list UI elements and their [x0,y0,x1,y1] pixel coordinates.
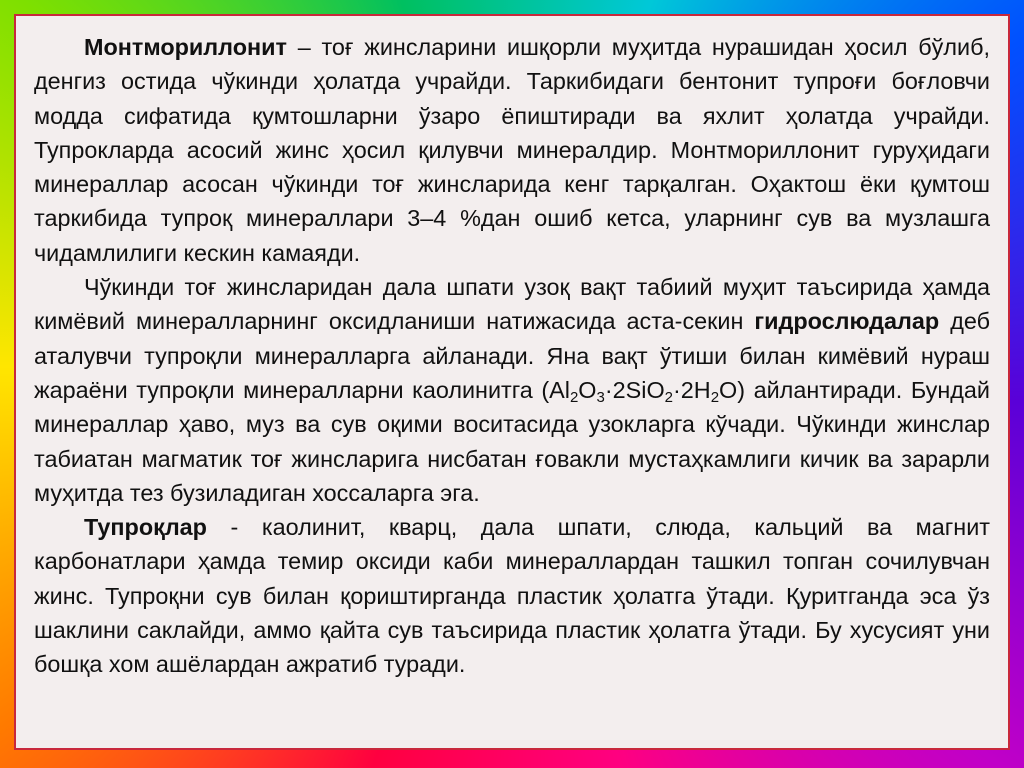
paragraph-text: - каолинит, кварц, дала шпати, слюда, кальций ва магнит карбонатлари ҳамда темир оксиди каби минераллардан ташкил топган сочилувчан жинс. Тупроқни сув билан қориштирганда пластик ҳолатга ўтади. Қуритганда эса ўз шаклини саклайди, аммо қайта сув таъсирида пластик ҳолатга ўтади. Бу хусусият уни бошқа хом ашёлардан ажратиб туради. [34,514,990,678]
formula-part: ·2SiO [604,376,665,403]
paragraph-text: деб аталувчи тупроқли минералларга айланади. Яна вақт ўтиши билан кимёвий нураш жараёни тупроқли минералларни каолинитга (Al [34,308,990,403]
formula-part: ·2H [672,376,711,403]
paragraph-text: – тоғ жинсларини ишқорли муҳитда нурашидан ҳосил бўлиб, денгиз остида чўкинди ҳолатда учрайди. Таркибидаги бентонит тупроғи боғловчи модда сифатида қумтошларни ўзаро ёпиштиради ва яхлит ҳолатда учрайди. Тупрокларда асосий жинс ҳосил қилувчи минералдир. Монтмориллонит гуруҳидаги минераллар асосан чўкинди тоғ жинсларида кенг тарқалган. Оҳактош ёки қумтош таркибида тупроқ минераллари 3–4 %дан ошиб кетса, уларнинг сув ва музлашга чидамлилиги кескин камаяди. [34,34,990,266]
paragraph-montmorillonite [34,30,990,270]
formula-subscript: 2 [664,388,673,406]
formula-part: O [578,376,597,403]
formula-subscript: 2 [569,388,579,406]
paragraph-clays [34,510,990,681]
paragraph-text: Чўкинди тоғ жинсларидан дала шпати узоқ вақт табиий муҳит таъсирида ҳамда кимёвий минералларнинг оксидланиши натижасида аста-секин [34,274,990,335]
formula-part: O) [719,376,746,403]
slide-text-frame [14,14,1010,750]
paragraph-hydromica [34,270,990,510]
term-montmorillonite: Монтмориллонит [84,34,287,60]
formula-subscript: 2 [710,388,720,406]
term-clays: Тупроқлар [84,514,207,541]
term-hydromica: гидрослюдалар [754,308,940,335]
formula-subscript: 3 [596,388,605,406]
paragraph-text: айлантиради. Бундай минераллар ҳаво, муз ва сув оқими воситасида узокларга кўчади. Чўкинди жинслар табиатан магматик тоғ жинсларига нисбатан ғовакли мустаҳкамлиги кичик ва зарарли муҳитда тез бузиладиган хоссаларга эга. [34,376,990,506]
